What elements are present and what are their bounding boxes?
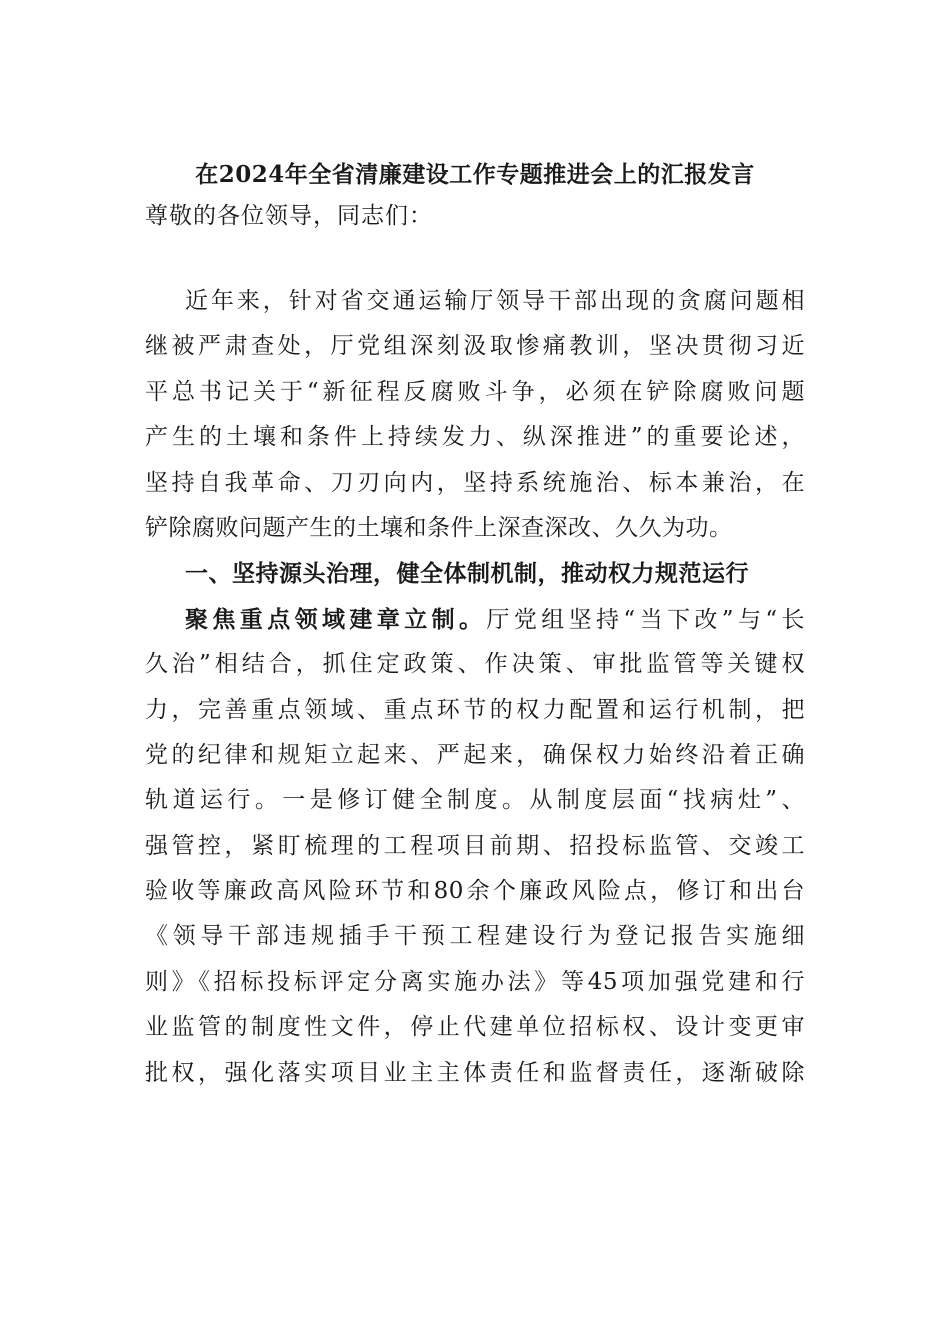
section-line: 则》《招标投标评定分离实施办法》等45项加强党建和行 xyxy=(145,968,805,995)
section-first-line-rest: 厅党组坚持“当下改”与“长 xyxy=(486,606,806,633)
document-body xyxy=(145,279,805,1096)
intro-line: 产生的土壤和条件上持续发力、纵深推进”的重要论述， xyxy=(145,424,805,451)
intro-line: 铲除腐败问题产生的土壤和条件上深查深改、久久为功。 xyxy=(145,514,733,541)
section-line: 力，完善重点领域、重点环节的权力配置和运行机制，把 xyxy=(145,696,805,723)
intro-line: 继被严肃查处，厅党组深刻汲取惨痛教训，坚决贯彻习近 xyxy=(145,333,805,360)
section-lead-sentence: 聚焦重点领域建章立制。 xyxy=(185,605,487,633)
section-line: 强管控，紧盯梳理的工程项目前期、招投标监管、交竣工 xyxy=(145,832,805,859)
document-title: 在2024年全省清廉建设工作专题推进会上的汇报发言 xyxy=(195,161,755,188)
section-line: 业监管的制度性文件，停止代建单位招标权、设计变更审 xyxy=(145,1014,805,1041)
section-line: 久治”相结合，抓住定政策、作决策、审批监管等关键权 xyxy=(145,651,805,678)
section-line: 验收等廉政高风险环节和80余个廉政风险点，修订和出台 xyxy=(145,878,805,905)
intro-line: 近年来，针对省交通运输厅领导干部出现的贪腐问题相 xyxy=(185,288,805,314)
section-paragraph-first-line xyxy=(145,597,805,642)
section-line: 党的纪律和规矩立起来、严起来，确保权力始终沿着正确 xyxy=(145,741,805,768)
section-line: 《领导干部违规插手干预工程建设行为登记报告实施细 xyxy=(145,923,805,950)
salutation: 尊敬的各位领导，同志们： xyxy=(145,203,433,229)
intro-line: 坚持自我革命、刀刃向内，坚持系统施治、标本兼治，在 xyxy=(145,469,805,496)
section-line: 批权，强化落实项目业主主体责任和监督责任，逐渐破除 xyxy=(145,1059,805,1086)
intro-line: 平总书记关于“新征程反腐败斗争，必须在铲除腐败问题 xyxy=(145,378,805,405)
section-heading: 一、坚持源头治理，健全体制机制，推动权力规范运行 xyxy=(185,560,749,588)
section-line: 轨道运行。一是修订健全制度。从制度层面“找病灶”、 xyxy=(145,787,805,814)
